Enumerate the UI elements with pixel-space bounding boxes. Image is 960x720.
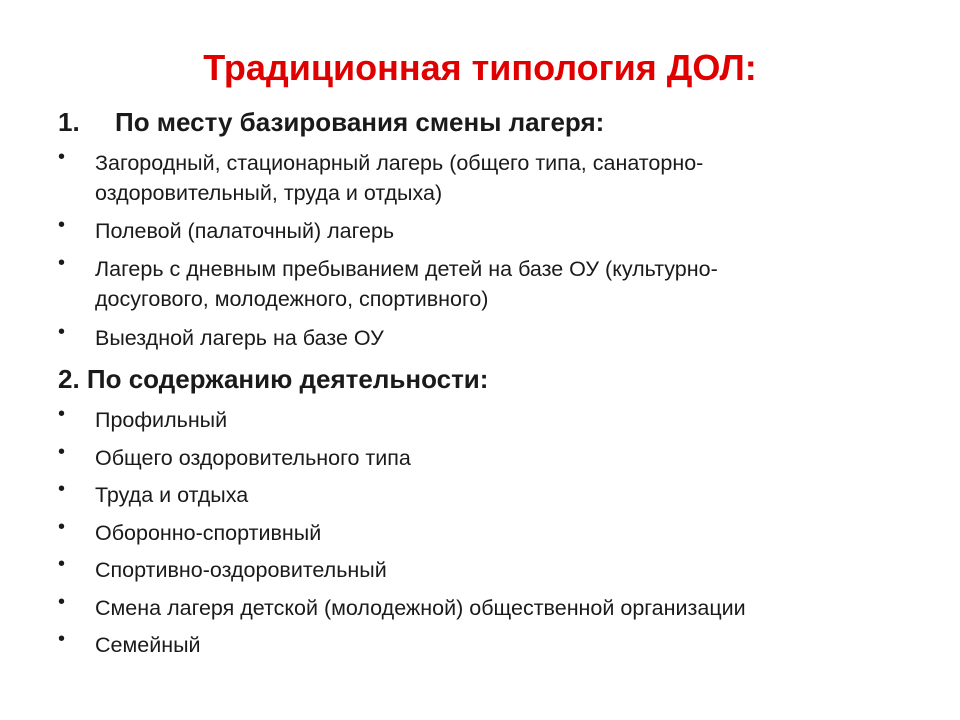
- bullet-icon: •: [58, 628, 66, 650]
- list-item-text: Профильный: [95, 408, 228, 432]
- list-item-text: Смена лагеря детской (молодежной) общественной организации: [95, 596, 746, 620]
- list-item: [58, 323, 918, 353]
- list-item: [58, 443, 918, 473]
- list-item: [58, 630, 918, 660]
- list-item-text: Полевой (палаточный) лагерь: [95, 219, 395, 243]
- list-item-text: Спортивно-оздоровительный: [95, 558, 387, 582]
- section-heading-text: По содержанию деятельности:: [86, 364, 489, 394]
- bullet-icon: •: [58, 553, 66, 575]
- section-heading-content: [58, 363, 488, 395]
- list-item-text: Семейный: [95, 633, 201, 657]
- list-item-text: Загородный, стационарный лагерь (общего типа, санаторно- оздоровительный, труда и отдыха): [95, 151, 704, 205]
- list-item-text: Выездной лагерь на базе ОУ: [95, 326, 384, 350]
- bullet-icon: •: [58, 252, 66, 274]
- bullet-icon: •: [58, 441, 66, 463]
- list-item: [58, 216, 918, 246]
- bullet-icon: •: [58, 516, 66, 538]
- bullet-icon: •: [58, 146, 66, 168]
- bullet-icon: •: [58, 403, 66, 425]
- list-item: [58, 593, 918, 623]
- list-item: [58, 555, 918, 585]
- list-item: [58, 254, 918, 314]
- slide-title: Традиционная типология ДОЛ:: [203, 47, 757, 88]
- list-item: [58, 148, 918, 208]
- bullet-icon: •: [58, 214, 66, 236]
- list-item: [58, 405, 918, 435]
- bullet-icon: •: [58, 591, 66, 613]
- section-heading-text: По месту базирования смены лагеря:: [115, 107, 605, 137]
- section-number: 2.: [58, 364, 80, 394]
- list-item-text: Оборонно-спортивный: [95, 521, 322, 545]
- section-number: 1.: [58, 107, 80, 137]
- list-item-text: Общего оздоровительного типа: [95, 446, 411, 470]
- list-item-text: Труда и отдыха: [95, 483, 249, 507]
- list-item: [58, 480, 918, 510]
- section-heading-location: [58, 106, 604, 138]
- list-item: [58, 518, 918, 548]
- bullet-icon: •: [58, 478, 66, 500]
- list-item-text: Лагерь с дневным пребыванием детей на базе ОУ (культурно- досугового, молодежного, спортивного): [95, 257, 718, 311]
- bullet-icon: •: [58, 321, 66, 343]
